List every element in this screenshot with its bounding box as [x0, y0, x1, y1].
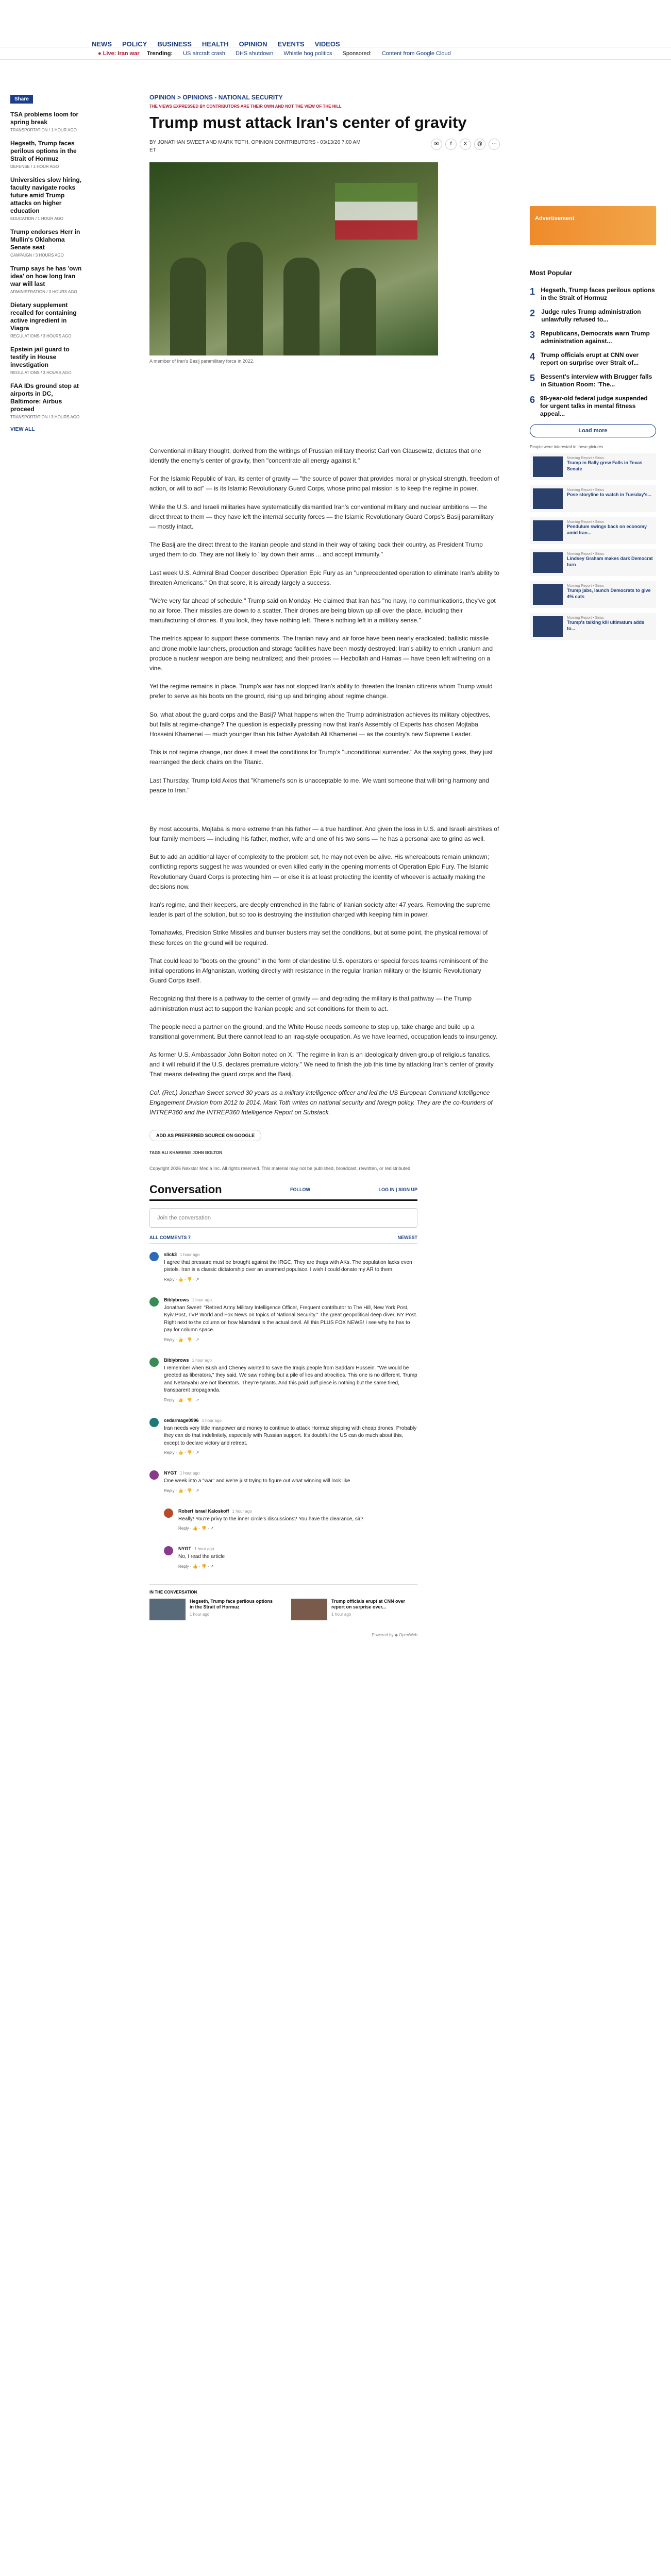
popular-rank: 5 — [530, 373, 535, 383]
popular-rank: 4 — [530, 351, 535, 362]
nav-policy[interactable]: POLICY — [122, 40, 147, 48]
paragraph: As former U.S. Ambassador John Bolton noted on X, "The regime in Iran is an ideologically driven group of religious fanatics, and it will rebuild if the U.S. declares premature victory." We need to finish the job this time by attacking Iran's center of gravity. That means defeating the guard corps and the Basij. — [149, 1051, 495, 1078]
popular-title[interactable]: Bessent's interview with Brugger falls in Situation Room: 'The... — [541, 373, 652, 388]
paragraph: Tomahawks, Precision Strike Missiles and bunker busters may set the conditions, but at some point, the physical removal of these forces on the ground will be required. — [149, 929, 488, 946]
popular-title[interactable]: Republicans, Democrats warn Trump administration against... — [541, 330, 650, 345]
popular-rank: 2 — [530, 308, 535, 318]
right-sidebar — [530, 206, 656, 645]
side-story[interactable] — [10, 301, 82, 338]
popular-item[interactable] — [530, 330, 656, 345]
nav-events[interactable]: EVENTS — [277, 40, 305, 48]
popular-rank: 6 — [530, 395, 535, 405]
popular-rank: 1 — [530, 286, 535, 297]
paragraph: Recognizing that there is a pathway to the center of gravity — and degrading the military is that pathway — the Trump administration must act to support the Iranian people and set conditions for them to act. — [149, 995, 472, 1012]
popular-title[interactable]: 98-year-old federal judge suspended for urgent talks in mental fitness appeal... — [540, 395, 648, 417]
conversation-header — [149, 1183, 417, 1201]
comment-user[interactable]: slick3 — [164, 1251, 177, 1257]
side-story-category: REGULATIONS / 3 HOURS AGO — [10, 370, 72, 375]
nav-links — [92, 40, 340, 48]
side-story-title[interactable]: Epstein jail guard to testify in House investigation — [10, 346, 70, 368]
rec-source: Morning Report • Sirius — [567, 616, 605, 620]
popular-rank: 3 — [530, 330, 535, 340]
comment-actions[interactable]: Reply · 👍 · 👎 · ↗ — [178, 1564, 214, 1569]
comment-text: No, I read the article — [178, 1554, 225, 1560]
popular-title[interactable]: Trump officials erupt at CNN over report on surprise over Strait of... — [540, 351, 639, 366]
email-icon[interactable]: @ — [474, 139, 485, 150]
comment-time: 1 hour ago — [232, 1509, 252, 1514]
side-story-category: TRANSPORTATION / 3 HOURS AGO — [10, 415, 80, 419]
related-ago: 1 hour ago — [331, 1612, 351, 1617]
paragraph: This is not regime change, nor does it meet the conditions for Trump's "unconditional surrender." As the saying goes, they just rearranged the deck chairs on the Titanic. — [149, 749, 493, 766]
comment-actions[interactable]: Reply · 👍 · 👎 · ↗ — [164, 1488, 199, 1493]
comment-text: Jonathan Sweet: "Retired Army Military Intelligence Officer, Frequent contributor to The Hill, New York Post, Kyiv Post, TVP World and Fox News on topics of National Security." The great geopolitical deep diver, NY Post. Right next to the column on how Mamdani is the actual devil. All this PLUS FOX NEWS! I see why he has to pay for column space. — [164, 1304, 417, 1333]
avatar[interactable] — [149, 1358, 159, 1367]
related-story[interactable] — [149, 1599, 276, 1620]
ticker-item[interactable]: DHS shutdown — [236, 50, 274, 57]
comment-actions[interactable]: Reply · 👍 · 👎 · ↗ — [164, 1277, 199, 1282]
rec-thumb — [533, 520, 563, 541]
nav-news[interactable]: NEWS — [92, 40, 112, 48]
comment-text: I remember when Bush and Cheney wanted to save the Iraqis people from Saddam Hussein. "We would be greeted as liberators," they said. We saw nothing but a pile of lies and atrocities. This one is no different. Trump and Netanyahu are not liberators. They're tyrants. And this paid puff piece is nothing but the same tired, transparent propaganda. — [164, 1365, 417, 1394]
login-signup-link[interactable]: LOG IN | SIGN UP — [378, 1187, 417, 1192]
powered-by: Powered by ◆ OpenWeb — [372, 1632, 417, 1637]
side-story-title[interactable]: Hegseth, Trump faces perilous options in the Strait of Hormuz — [10, 140, 77, 162]
side-story-category: TRANSPORTATION / 1 HOUR AGO — [10, 128, 77, 132]
comment-text: I agree that pressure must be brought against the IRGC. They are thugs with AKs. The population lacks even pistols. Iran is a classic dictatorship over an unarmed populace. I wish I could donate my AR to them. — [164, 1259, 412, 1273]
paragraph: Yet the regime remains in place. Trump's war has not stopped Iran's ability to threaten the Iranian citizens whom Trump would prefer to serve as his boots on the ground, rising up and bringing about regime change. — [149, 683, 493, 700]
comment-time: 1 hour ago — [180, 1252, 200, 1257]
ticker-items — [147, 50, 451, 57]
ad-label: Advertisement — [535, 215, 575, 222]
popular-title[interactable]: Judge rules Trump administration unlawfully refused to... — [541, 308, 641, 323]
left-sidebar — [10, 94, 82, 432]
rec-thumb — [533, 488, 563, 509]
rec-item[interactable] — [530, 453, 656, 480]
comment — [149, 1297, 417, 1342]
soldier-figure — [227, 242, 263, 355]
comment — [149, 1252, 417, 1282]
popular-item[interactable] — [530, 351, 656, 367]
avatar[interactable] — [149, 1470, 159, 1480]
avatar[interactable] — [149, 1252, 159, 1261]
comment — [149, 1470, 417, 1493]
x-icon[interactable]: X — [460, 139, 471, 150]
comment-time: 1 hour ago — [194, 1547, 214, 1552]
comment — [149, 1418, 417, 1455]
related-title[interactable]: Trump officials erupt at CNN over report on surprise over... — [331, 1598, 406, 1610]
soldier-figure — [283, 258, 320, 355]
paragraph: The people need a partner on the ground, and the White House needs someone to step up, take charge and build up a transitional government. But there cannot lead to an Iraq-style occupation. As we have learned, occupation leads to insurgency. — [149, 1023, 497, 1040]
paragraph: Iran's regime, and their keepers, are deeply entrenched in the fabric of Iranian society after 47 years. Removing the supreme leader is part of the solution, but so too is destroying the institution charged with keeping him in power. — [149, 901, 491, 919]
avatar[interactable] — [164, 1509, 173, 1518]
rec-title[interactable]: Lindsey Graham makes dark Democrat turn — [567, 556, 653, 567]
popular-title[interactable]: Hegseth, Trump faces perilous options in the Strait of Hormuz — [541, 286, 655, 301]
load-more-button[interactable]: Load more — [530, 424, 656, 437]
side-story-title[interactable]: Universities slow hiring, faculty navigate rocks future amid Trump attacks on higher education — [10, 176, 82, 214]
side-story-title[interactable]: FAA IDs ground stop at airports in DC, Baltimore: Airbus proceed — [10, 382, 79, 413]
rec-thumb — [533, 584, 563, 605]
ad-box[interactable] — [530, 206, 656, 245]
comment-text: One week into a "war" and we're just trying to figure out what winning will look like — [164, 1478, 350, 1484]
sort-dropdown[interactable]: NEWEST — [397, 1234, 417, 1240]
follow-button[interactable]: FOLLOW — [290, 1187, 311, 1192]
side-story-category: DEFENSE / 1 HOUR AGO — [10, 164, 59, 169]
comment-actions[interactable]: Reply · 👍 · 👎 · ↗ — [164, 1397, 199, 1402]
comment-user[interactable]: Biblybrows — [164, 1357, 189, 1363]
side-story[interactable] — [10, 111, 82, 132]
author-bio: Col. (Ret.) Jonathan Sweet served 30 years as a military intelligence officer and led the US European Command Intelligence Engagement Division from 2012 to 2014. Mark Toth writes on national security and foreign policy. They are the co-founders of INTREP360 and the INTREP360 Intelligence Report on Substack. — [149, 1089, 493, 1116]
rec-thumb — [533, 616, 563, 637]
in-conversation-label: IN THE CONVERSATION — [149, 1584, 417, 1595]
nav-health[interactable]: HEALTH — [202, 40, 229, 48]
paragraph: While the U.S. and Israeli militaries have systematically dismantled Iran's conventional military and nuclear ambitions — the direct threat to them — they have left the internal security forces — the Islamic Revolutionary Guard Corps's Basij paramilitary — mostly intact. — [149, 503, 494, 530]
ad-banner — [530, 206, 656, 245]
soldier-figure — [340, 268, 376, 355]
comment-time: 1 hour ago — [192, 1358, 212, 1363]
avatar[interactable] — [149, 1297, 159, 1307]
avatar[interactable] — [149, 1418, 159, 1427]
byline: BY JONATHAN SWEET AND MARK TOTH, OPINION CONTRIBUTORS - 03/13/26 7:00 AM ET — [149, 139, 361, 153]
article-body — [149, 446, 500, 1117]
rec-item[interactable] — [530, 549, 656, 576]
rec-title[interactable]: Trump's talking kill ultimatum adds to... — [567, 620, 645, 631]
related-title[interactable]: Hegseth, Trump face perilous options in the Strait of Hormuz — [190, 1598, 273, 1610]
related-thumb — [149, 1599, 186, 1620]
rec-title[interactable]: Trump jabs, launch Democrats to give 4% cuts — [567, 588, 651, 599]
comment — [149, 1358, 417, 1402]
opinion-disclaimer: THE VIEWS EXPRESSED BY CONTRIBUTORS ARE THEIR OWN AND NOT THE VIEW OF THE HILL — [149, 104, 342, 109]
tags-row[interactable]: TAGS ALI KHAMENEI JOHN BOLTON — [149, 1150, 223, 1156]
comment-actions[interactable]: Reply · 👍 · 👎 · ↗ — [178, 1526, 214, 1531]
comment-text: Really! You're privy to the inner circle's discussions? You have the clearance, sir? — [178, 1516, 364, 1522]
comment-actions[interactable]: Reply · 👍 · 👎 · ↗ — [164, 1450, 199, 1455]
side-story-category: CAMPAIGN / 3 HOURS AGO — [10, 253, 64, 258]
comment-user[interactable]: NYGT — [178, 1546, 192, 1552]
hero-image — [149, 162, 438, 355]
facebook-icon[interactable]: f — [445, 139, 457, 150]
breadcrumb[interactable]: OPINION > OPINIONS - NATIONAL SECURITY — [149, 94, 283, 101]
view-all-link[interactable]: VIEW ALL — [10, 427, 35, 432]
side-story[interactable] — [10, 228, 82, 258]
rec-title[interactable]: Pose storyline to watch in Tuesday's... — [567, 492, 652, 497]
popular-item[interactable] — [530, 373, 656, 388]
paragraph: Conventional military thought, derived from the writings of Prussian military theorist Carl von Clausewitz, dictates that one identify the enemy's center of gravity, then "concentrate all energy against it." — [149, 447, 481, 464]
paragraph: But to add an additional layer of complexity to the problem set, he may not even be alive. His whereabouts remain unknown; conflicting reports suggest he was wounded or even killed early in the opening moments of Operation Epic Fury. The Islamic Revolutionary Guard Corps is protecting him — or else it is at least protecting the identity of whoever is actually making the decisions now. — [149, 853, 490, 890]
side-story-category: REGULATIONS / 3 HOURS AGO — [10, 334, 72, 338]
rec-title[interactable]: Trump in Rally grew Falls in Texas Senate — [567, 460, 643, 471]
copyright: Copyright 2026 Nexstar Media Inc. All rights reserved. This material may not be published, broadcast, rewritten, or redistributed. — [149, 1166, 412, 1172]
ticker-bar — [0, 47, 671, 60]
rec-source: Morning Report • Sirius — [567, 456, 605, 460]
comment-text: Iran needs very little manpower and money to continue to attack Hormuz shipping with cheap drones. Probably they can do that indefinitely, especially with Russian support. It's doubtful the US can do much about this, except to declare victory and retreat. — [164, 1425, 417, 1446]
paragraph: "We're very far ahead of schedule," Trump said on Monday. He claimed that Iran has "no navy, no communications, they've got no air force. Their missiles are down to a scatter. Their drones are being blown up all over the place, including their manufacturing of drones. If you look, they have nothing left. There's nothing left in a military sense." — [149, 597, 496, 624]
paragraph: For the Islamic Republic of Iran, its center of gravity — "the source of power that provides moral or physical strength, freedom of action, or will to act" — is its Islamic Revolutionary Guard Corps, whose principal mission is to keep the regime in power. — [149, 475, 499, 493]
side-story[interactable] — [10, 140, 82, 169]
nav-videos[interactable]: VIDEOS — [314, 40, 340, 48]
side-story-title[interactable]: Dietary supplement recalled for containing active ingredient in Viagra — [10, 301, 77, 332]
side-story[interactable] — [10, 346, 82, 375]
article-main — [149, 94, 500, 1637]
most-popular-title: Most Popular — [530, 269, 656, 280]
more-icon[interactable]: ⋯ — [489, 139, 500, 150]
ad-gap — [149, 804, 500, 824]
side-story-title[interactable]: Trump says he has 'own idea' on how long Iran war will last — [10, 265, 82, 287]
comment-user[interactable]: NYGT — [164, 1470, 177, 1476]
rec-thumb — [533, 456, 563, 477]
rec-title[interactable]: Pendulum swings back on economy amid Iran... — [567, 524, 647, 535]
side-story-title[interactable]: TSA problems loom for spring break — [10, 111, 79, 126]
paragraph: Last Thursday, Trump told Axios that "Khamenei's son is unacceptable to me. We want someone that will bring harmony and peace to Iran." — [149, 776, 489, 794]
nav-business[interactable]: BUSINESS — [157, 40, 192, 48]
comment-reply — [164, 1546, 417, 1569]
ticker-item[interactable]: Whistle hog politics — [283, 50, 332, 57]
join-conversation-input[interactable]: Join the conversation — [149, 1208, 417, 1228]
ticker-item[interactable]: US aircraft crash — [183, 50, 226, 57]
rec-source: Morning Report • Sirius — [567, 552, 605, 556]
side-story-category: ADMINISTRATION / 3 HOURS AGO — [10, 290, 77, 294]
side-story[interactable] — [10, 176, 82, 221]
side-story[interactable] — [10, 265, 82, 294]
related-story[interactable] — [291, 1599, 417, 1620]
byline-row — [149, 139, 500, 154]
article-title: Trump must attack Iran's center of gravity — [149, 113, 467, 131]
flag-shape — [335, 183, 417, 240]
rec-source: Morning Report • Sirius — [567, 488, 605, 492]
image-caption: A member of Iran's Basij paramilitary force in 2022. — [149, 358, 255, 364]
paragraph: Last week U.S. Admiral Brad Cooper described Operation Epic Fury as an "unprecedented operation to eliminate Iran's ability to threaten Americans." On that score, it is already largely a success. — [149, 569, 499, 586]
related-ago: 1 hour ago — [190, 1612, 210, 1617]
conversation-title: Conversation — [149, 1182, 222, 1196]
paragraph: The Basij are the direct threat to the Iranian people and stand in their way of taking back their country, as President Trump urged them to do. They are not likely to "lay down their arms ... and accept immunity." — [149, 541, 483, 558]
top-nav — [0, 0, 671, 47]
side-story-title[interactable]: Trump endorses Herr in Mullin's Oklahoma Senate seat — [10, 228, 80, 251]
rec-item[interactable] — [530, 517, 656, 544]
popular-item[interactable] — [530, 308, 656, 324]
share-tools — [431, 139, 500, 150]
paragraph: That could lead to "boots on the ground" in the form of clandestine U.S. operators or special forces teams reminiscent of the initial operations in Afghanistan, working directly with resistance in the regular Iranian military or the Islamic Revolutionary Guard Corps itself. — [149, 957, 488, 985]
comments-tabs — [149, 1235, 417, 1244]
live-label[interactable]: ● Live: Iran war — [98, 50, 140, 57]
preferred-source-button[interactable]: ADD AS PREFERRED SOURCE ON GOOGLE — [149, 1130, 261, 1141]
comment-time: 1 hour ago — [202, 1418, 222, 1423]
avatar[interactable] — [164, 1546, 173, 1555]
paragraph: The metrics appear to support these comments. The Iranian navy and air force have been nearly eradicated; ballistic missile and drone mobile launchers, production and storage facilities have been mostly destroyed; Iran's ability to enrich uranium and produce a nuclear weapon are being neutralized; and their proxies — Hezbollah and Hamas — have been left withering on a vine. — [149, 635, 493, 672]
comment-user[interactable]: Biblybrows — [164, 1297, 189, 1302]
comment-reply — [164, 1509, 417, 1531]
related-thumb — [291, 1599, 327, 1620]
rec-item[interactable] — [530, 581, 656, 608]
ticker-item: Sponsored: — [342, 50, 372, 57]
side-story-category: EDUCATION / 1 HOUR AGO — [10, 216, 63, 221]
trending-label: Trending: — [147, 50, 173, 57]
related-row — [149, 1599, 417, 1620]
paragraph: So, what about the guard corps and the Basij? What happens when the Trump administration achieves its military objectives, but fails at regime-change? The question is especially pressing now that Iran's Assembly of Experts has chosen Mojtaba Hosseini Khamenei — much younger than his father Ayatollah Ali Khamenei — as the country's new Supreme Leader. — [149, 710, 491, 738]
comment-user[interactable]: Robert Israel Kaloskoff — [178, 1508, 229, 1514]
rec-item[interactable] — [530, 485, 656, 512]
rec-source: Morning Report • Sirius — [567, 520, 605, 524]
paragraph: By most accounts, Mojtaba is more extreme than his father — a true hardliner. And given the loss in U.S. and Israeli airstrikes of four family members — including his father, mother, wife and one of his two sons — he has a personal axe to grind as well. — [149, 825, 499, 843]
popular-item[interactable] — [530, 286, 656, 302]
rec-item[interactable] — [530, 613, 656, 640]
side-story[interactable] — [10, 382, 82, 419]
comment-time: 1 hour ago — [192, 1297, 212, 1302]
comment-time: 1 hour ago — [180, 1471, 200, 1476]
rec-label: People were interested in these pictures — [530, 445, 603, 449]
popular-item[interactable] — [530, 395, 656, 418]
all-comments-tab[interactable]: ALL COMMENTS 7 — [149, 1234, 191, 1240]
comment-actions[interactable]: Reply · 👍 · 👎 · ↗ — [164, 1337, 199, 1342]
comment-count-icon[interactable]: ✉ — [431, 139, 442, 150]
rec-thumb — [533, 552, 563, 573]
soldier-figure — [170, 258, 206, 355]
comment-user[interactable]: cedarmage0996 — [164, 1417, 199, 1423]
ticker-item[interactable]: Content from Google Cloud — [381, 50, 451, 57]
rec-source: Morning Report • Sirius — [567, 584, 605, 588]
share-button[interactable]: Share — [10, 95, 33, 104]
nav-opinion[interactable]: OPINION — [239, 40, 267, 48]
